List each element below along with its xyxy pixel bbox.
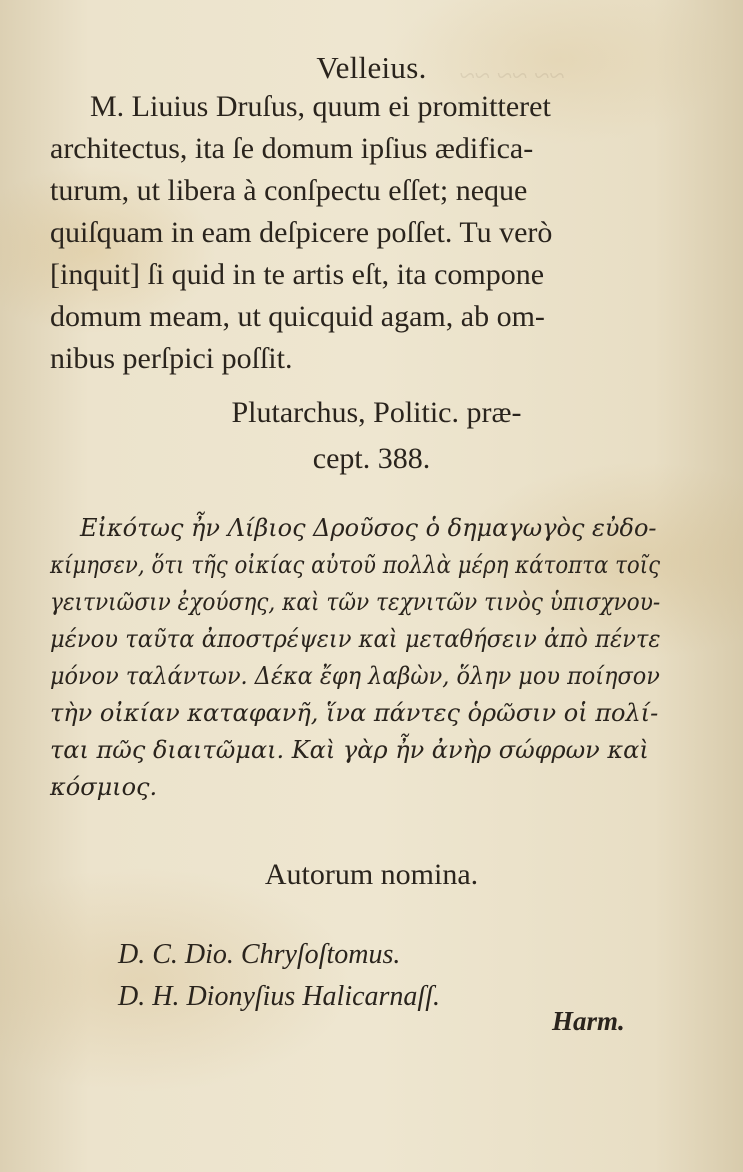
greek-line: κίμησεν, ὅτι τῆς οἰκίας αὐτοῦ πολλὰ μέρη κάτοπτα τοῖς [50,551,661,579]
author-entry: D. H. Dionyſius Halicarnaſſ. [118,981,440,1012]
greek-line: μόνον ταλάντων. Δέκα ἔφη λαβὼν, ὅλην μου ποίησον [50,662,660,690]
bleed-through-text: ~~ ~~ ~~ [460,61,565,92]
greek-line: Εἰκότως ἦν Λίβιος Δροῦσος ὁ δημαγωγὸς εὐδο- [80,514,657,542]
passage-line: architectus, ita ſe domum ipſius ædifica- [50,132,534,165]
passage-line: nibus perſpici poſſit. [50,342,293,375]
section-heading-velleius: Velleius. [316,50,427,85]
greek-passage [50,510,660,806]
passage-line: turum, ut libera à conſpectu eſſet; neque [50,174,528,207]
passage-line: quiſquam in eam deſpicere poſſet. Tu verò [50,216,553,249]
plutarch-heading-line: Plutarchus, Politic. præ- [231,396,522,429]
greek-line: ται πῶς διαιτῶμαι. Καὶ γὰρ ἦν ἀνὴρ σώφρων καὶ [50,736,649,764]
plutarch-heading [0,390,743,482]
greek-line: τὴν οἰκίαν καταφανῆ, ἵνα πάντες ὁρῶσιν οἱ πολί- [50,699,659,727]
velleius-passage [50,86,650,380]
plutarch-heading-line: cept. 388. [312,442,431,475]
greek-line: γειτνιῶσιν ἐχούσης, καὶ τῶν τεχνιτῶν τινὸς ὑπισχνου- [50,588,661,616]
authors-heading: Autorum nomina. [264,858,479,891]
passage-line: domum meam, ut quicquid agam, ab om- [50,300,545,333]
passage-line: M. Liuius Druſus, quum ei promitteret [90,90,551,123]
author-entry: D. C. Dio. Chryſoſtomus. [118,939,401,970]
greek-line: μένου ταῦτα ἀποστρέψειν καὶ μεταθήσειν ἀπὸ πέντε [50,625,661,653]
greek-line: κόσμιος. [50,773,158,801]
passage-line: [inquit] ſi quid in te artis eſt, ita compone [50,258,545,291]
catchword: Harm. [552,1006,625,1036]
